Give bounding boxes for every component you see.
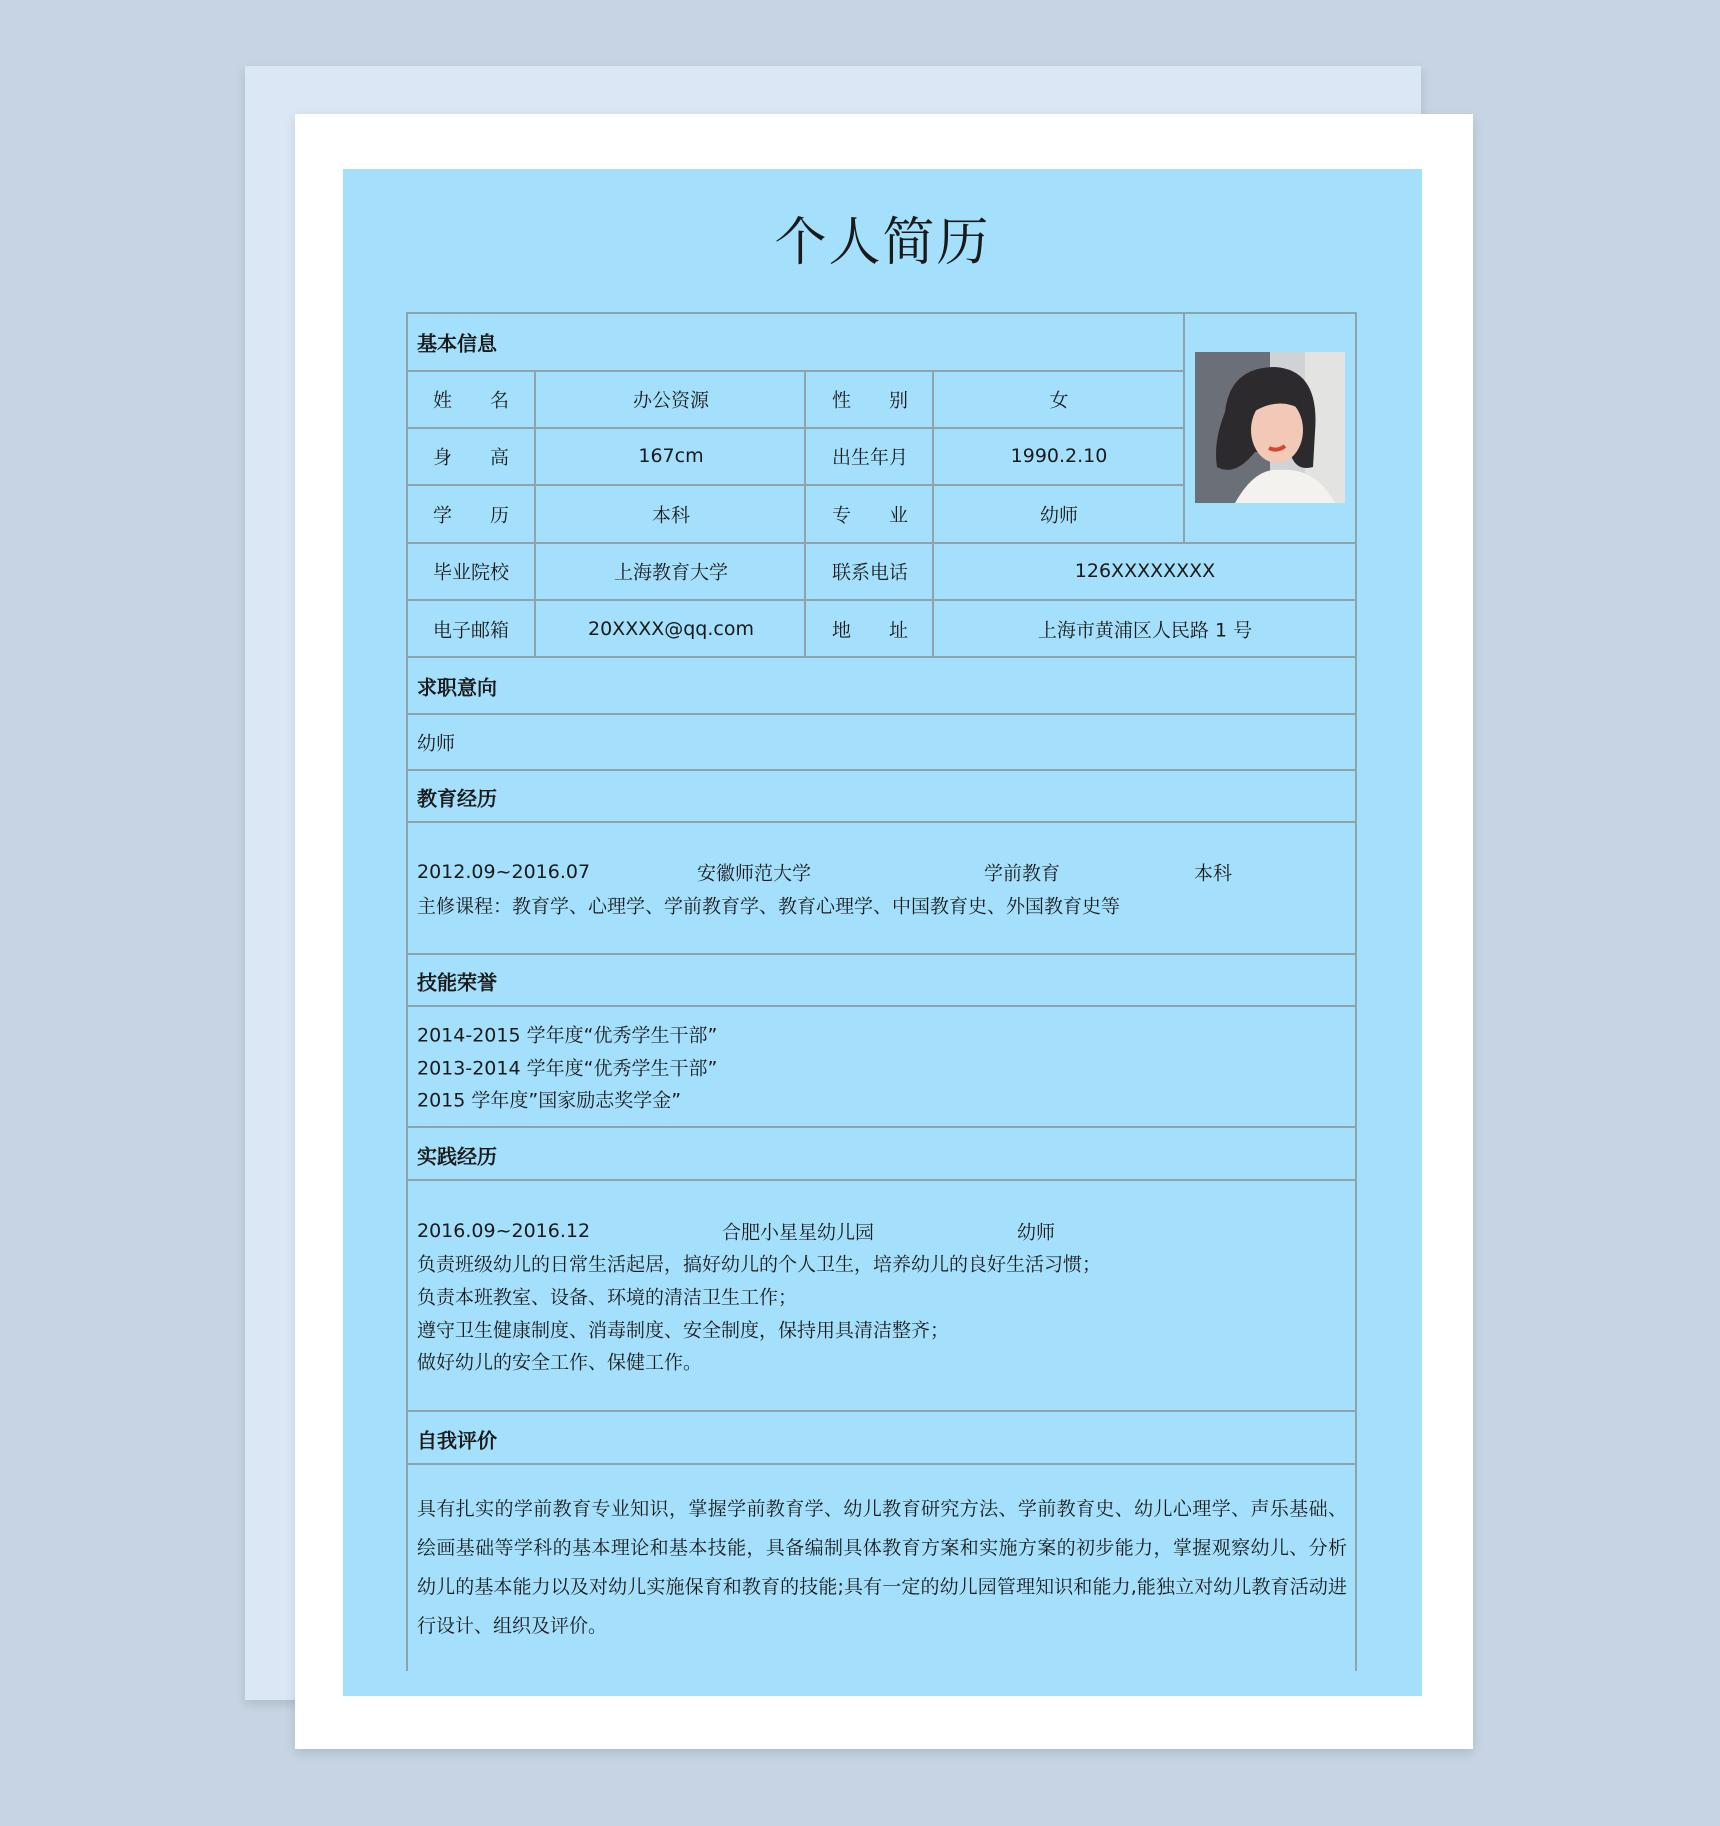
divider <box>406 1463 1356 1465</box>
label-birth: 出生年月 <box>831 446 908 469</box>
practice-role: 幼师 <box>1017 1221 1056 1244</box>
practice-item: 做好幼儿的安全工作、保健工作。 <box>417 1351 703 1374</box>
education-school: 安徽师范大学 <box>697 862 812 885</box>
divider <box>406 821 1356 823</box>
value-school: 上海教育大学 <box>613 561 728 584</box>
education-period: 2012.09~2016.07 <box>417 861 591 883</box>
value-address: 上海市黄浦区人民路 1 号 <box>1037 619 1253 642</box>
divider <box>406 312 1356 314</box>
practice-item: 遵守卫生健康制度、消毒制度、安全制度，保持用具清洁整齐； <box>417 1319 950 1342</box>
section-heading-education: 教育经历 <box>417 786 497 811</box>
practice-item: 负责本班教室、设备、环境的清洁卫生工作； <box>417 1286 798 1309</box>
practice-period: 2016.09~2016.12 <box>417 1220 591 1242</box>
education-major: 学前教育 <box>984 862 1061 885</box>
education-degree: 本科 <box>1194 862 1233 885</box>
label-school: 毕业院校 <box>432 561 509 584</box>
divider <box>406 953 1356 955</box>
section-heading-intent: 求职意向 <box>417 675 497 700</box>
divider <box>406 427 1184 429</box>
practice-item: 负责班级幼儿的日常生活起居，搞好幼儿的个人卫生，培养幼儿的良好生活习惯； <box>417 1253 1102 1276</box>
education-courses: 主修课程：教育学、心理学、学前教育学、教育心理学、中国教育史、外国教育史等 <box>417 895 1121 918</box>
section-heading-basic: 基本信息 <box>417 331 497 356</box>
value-email: 20XXXX@qq.com <box>588 618 754 640</box>
label-email: 电子邮箱 <box>432 619 509 642</box>
value-major: 幼师 <box>1039 504 1078 527</box>
divider <box>406 769 1356 771</box>
label-height: 身 高 <box>432 446 509 469</box>
page-title: 个人简历 <box>774 213 991 273</box>
label-gender: 性 别 <box>831 389 908 412</box>
honor-item: 2013-2014 学年度“优秀学生干部” <box>417 1057 718 1080</box>
label-major: 专 业 <box>831 504 908 527</box>
honor-item: 2014-2015 学年度“优秀学生干部” <box>417 1024 718 1047</box>
label-education: 学 历 <box>432 504 509 527</box>
profile-photo <box>1195 352 1345 503</box>
divider <box>406 1005 1356 1007</box>
label-name: 姓 名 <box>432 389 509 412</box>
divider <box>406 542 1356 544</box>
value-name: 办公资源 <box>632 389 709 412</box>
divider <box>406 656 1356 658</box>
divider <box>406 1126 1356 1128</box>
intent-value: 幼师 <box>417 732 456 755</box>
divider <box>406 370 1184 372</box>
section-heading-honors: 技能荣誉 <box>417 970 497 995</box>
value-height: 167cm <box>638 445 704 467</box>
label-phone: 联系电话 <box>831 561 908 584</box>
value-education: 本科 <box>651 504 690 527</box>
divider <box>406 484 1184 486</box>
section-heading-practice: 实践经历 <box>417 1144 497 1169</box>
divider <box>406 1410 1356 1412</box>
value-phone: 126XXXXXXXX <box>1074 560 1216 582</box>
honor-item: 2015 学年度”国家励志奖学金” <box>417 1089 682 1112</box>
divider <box>406 1179 1356 1181</box>
value-gender: 女 <box>1049 389 1069 412</box>
value-birth: 1990.2.10 <box>1010 445 1108 467</box>
section-heading-self: 自我评价 <box>417 1428 497 1453</box>
self-evaluation-text: 具有扎实的学前教育专业知识，掌握学前教育学、幼儿教育研究方法、学前教育史、幼儿心理学、声乐基础、绘画基础等学科的基本理论和基本技能，具备编制具体教育方案和实施方案的初步能力，掌握观察幼儿、分析幼儿的基本能力以及对幼儿实施保育和教育的技能;具有一定的幼儿园管理知识和能力,能独立对幼儿教育活动进行设计、组织及评价。 <box>417 1498 1347 1637</box>
divider <box>406 713 1356 715</box>
divider <box>406 599 1356 601</box>
label-address: 地 址 <box>831 619 908 642</box>
divider <box>1355 312 1357 1671</box>
practice-org: 合肥小星星幼儿园 <box>722 1221 875 1244</box>
